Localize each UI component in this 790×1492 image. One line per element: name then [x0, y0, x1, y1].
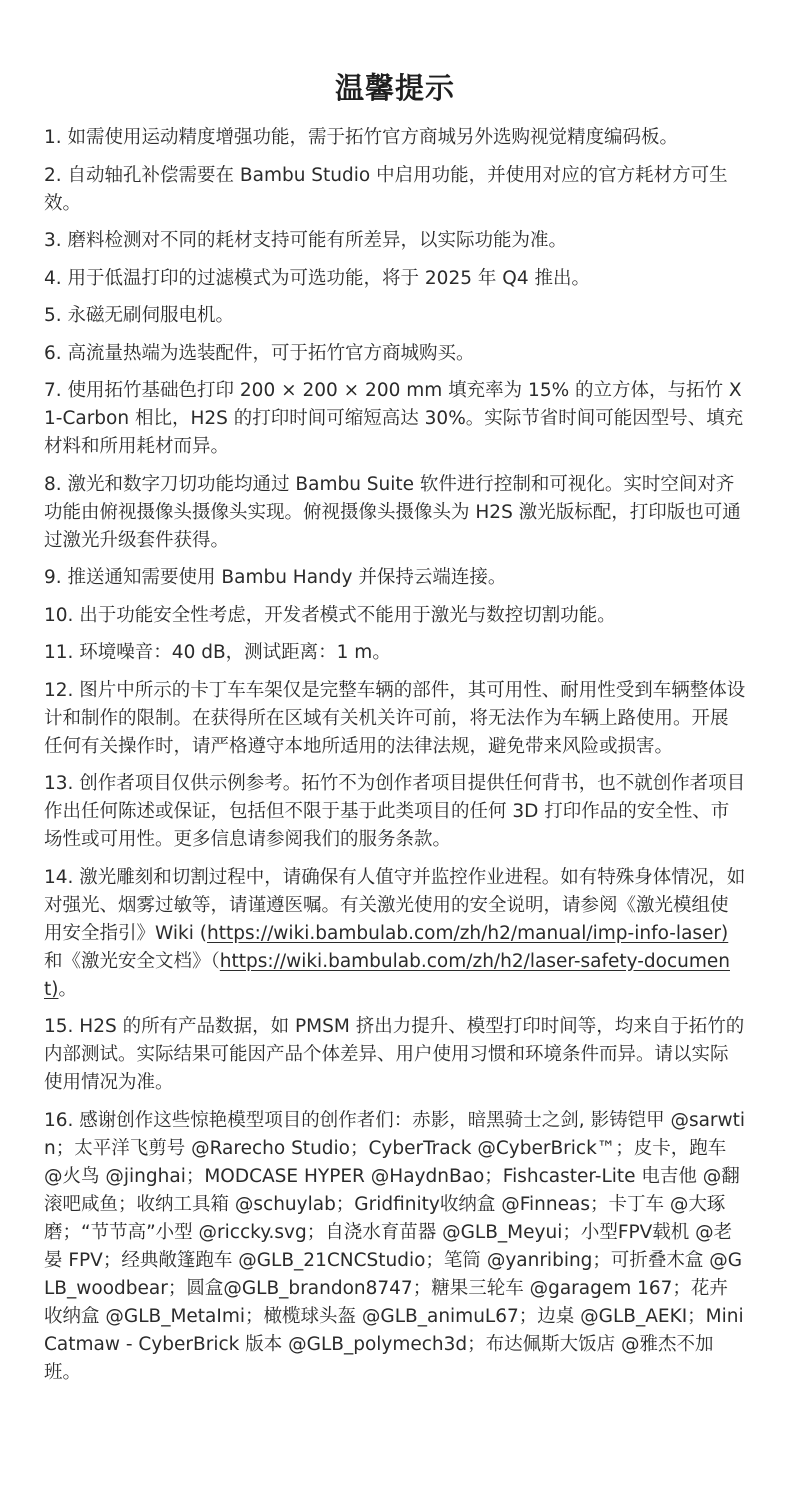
note-item-11: 11. 环境噪音：40 dB，测试距离：1 m。: [44, 642, 391, 663]
note-item-5: 5. 永磁无刷伺服电机。: [44, 305, 235, 326]
note-14-text-b: 和《激光安全文档》（: [44, 950, 220, 972]
notes-list: [44, 124, 746, 1387]
note-item-15: 15. H2S 的所有产品数据，如 PMSM 挤出力提升、模型打印时间等，均来自于拓竹的内部测试。实际结果可能因产品个体差异、用户使用习惯和环境条件而异。请以实际使用情况为准。: [44, 1016, 745, 1093]
note-item-3: 3. 磨料检测对不同的耗材支持可能有所差异，以实际功能为准。: [44, 230, 568, 251]
page-title: 温馨提示: [334, 71, 455, 105]
note-item-16: 16. 感谢创作这些惊艳模型项目的创作者们：赤影，暗黑骑士之剑, 影铸铠甲 @sarwtin；太平洋飞剪号 @Rarecho Studio；CyberTrack @CyberBrick™；皮卡，跑车 @火鸟 @jinghai；MODCASE HYPER @HaydnBao；Fishcaster-Lite 电吉他 @翻滚吧咸鱼；收纳工具箱 @schuylab；Gridfinity收纳盒 @Finneas；卡丁车 @大琢磨；“节节高”小型 @riccky.svg；自浇水育苗器 @GLB_Meyui；小型FPV载机 @老晏 FPV；经典敞篷跑车 @GLB_21CNCStudio；笔筒 @yanribing；可折叠木盒 @GLB_woodbear；圆盒@GLB_brandon8747；糖果三轮车 @garagem 167；花卉收纳盒 @GLB_MetaImi；橄榄球头盔 @GLB_animuL67；边桌 @GLB_AEKI；Mini Catmaw - CyberBrick 版本 @GLB_polymech3d；布达佩斯大饭店 @雅杰不加班。: [44, 1109, 746, 1383]
note-item-7: 7. 使用拓竹基础色打印 200 × 200 × 200 mm 填充率为 15% 的立方体，与拓竹 X1-Carbon 相比，H2S 的打印时间可缩短高达 30%。实际节省时间可能因型号、填充材料和所用耗材而异。: [44, 380, 744, 457]
note-14-text-a: 14. 激光雕刻和切割过程中，请确保有人值守并监控作业进程。如有特殊身体情况，如对强光、烟雾过敏等，请谨遵医嘱。有关激光使用的安全说明，请参阅《激光模组使用安全指引》Wiki (: [44, 866, 746, 944]
note-item-10: 10. 出于功能安全性考虑，开发者模式不能用于激光与数控切割功能。: [44, 604, 616, 626]
note-14-text-c: 。: [58, 978, 77, 1000]
note-item-2: 2. 自动轴孔补偿需要在 Bambu Studio 中启用功能，并使用对应的官方耗材方可生效。: [44, 164, 728, 214]
note-item-6: 6. 高流量热端为选装配件，可于拓竹官方商城购买。: [44, 342, 475, 364]
note-item-4: 4. 用于低温打印的过滤模式为可选功能，将于 2025 年 Q4 推出。: [44, 267, 590, 289]
note-item-12: 12. 图片中所示的卡丁车车架仅是完整车辆的部件，其可用性、耐用性受到车辆整体设计和制作的限制。在获得所在区域有关机关许可前，将无法作为车辆上路使用。开展任何有关操作时，请严格遵守本地所适用的法律法规，避免带来风险或损害。: [44, 679, 746, 757]
note-item-14: [44, 864, 746, 1004]
laser-safety-guide-link[interactable]: https://wiki.bambulab.com/zh/h2/manual/imp-info-laser): [206, 922, 729, 944]
note-item-8: 8. 激光和数字刀切功能均通过 Bambu Suite 软件进行控制和可视化。实时空间对齐功能由俯视摄像头摄像头实现。俯视摄像头摄像头为 H2S 激光版标配，打印版也可通过激光升级套件获得。: [44, 473, 741, 551]
note-item-1: 1. 如需使用运动精度增强功能，需于拓竹官方商城另外选购视觉精度编码板。: [44, 127, 679, 148]
note-item-9: 9. 推送通知需要使用 Bambu Handy 并保持云端连接。: [44, 567, 507, 588]
laser-safety-document-link[interactable]: https://wiki.bambulab.com/zh/h2/laser-safety-document): [44, 950, 730, 1000]
note-item-13: 13. 创作者项目仅供示例参考。拓竹不为创作者项目提供任何背书，也不就创作者项目作出任何陈述或保证，包括但不限于基于此类项目的任何 3D 打印作品的安全性、市场性或可用性。更多信息请参阅我们的服务条款。: [44, 773, 746, 850]
